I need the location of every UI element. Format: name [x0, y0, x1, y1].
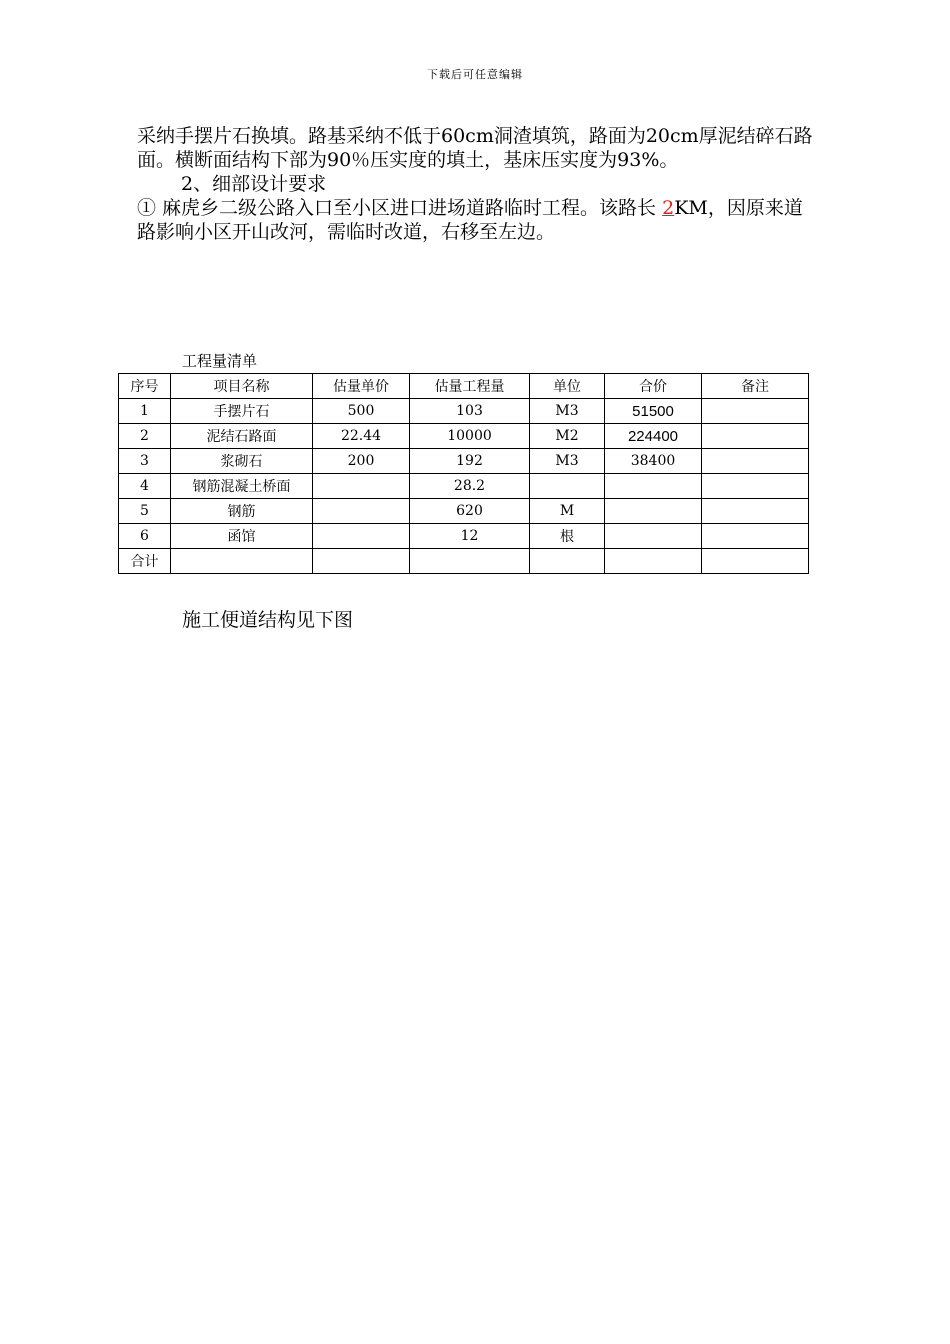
header-cell: 估量单价 — [313, 374, 410, 399]
table-cell: 2 — [119, 424, 171, 449]
table-cell — [702, 474, 809, 499]
table-cell: 3 — [119, 449, 171, 474]
table-cell — [702, 524, 809, 549]
table-cell: M — [530, 499, 605, 524]
table-cell: 28.2 — [410, 474, 530, 499]
table-cell: 合计 — [119, 549, 171, 574]
table-cell: 224400 — [605, 424, 702, 449]
page-header-note: 下载后可任意编辑 — [427, 68, 523, 81]
table-cell — [530, 549, 605, 574]
table-cell: 函馆 — [171, 524, 313, 549]
header-cell: 备注 — [702, 374, 809, 399]
body-text — [137, 124, 817, 244]
table-cell — [702, 424, 809, 449]
section-heading-detail-design: 2、细部设计要求 — [181, 173, 327, 195]
header-cell: 单位 — [530, 374, 605, 399]
table-cell: 38400 — [605, 449, 702, 474]
table-cell: 10000 — [410, 424, 530, 449]
table-cell: 1 — [119, 399, 171, 424]
table-cell — [313, 549, 410, 574]
table-cell: 22.44 — [313, 424, 410, 449]
table-cell: 手摆片石 — [171, 399, 313, 424]
header-cell: 估量工程量 — [410, 374, 530, 399]
header-cell: 序号 — [119, 374, 171, 399]
table-cell — [702, 449, 809, 474]
road-project-text-a: ① 麻虎乡二级公路入口至小区进口进场道路临时工程。该路长 — [137, 197, 663, 219]
table-cell: 51500 — [605, 399, 702, 424]
table-cell: 钢筋 — [171, 499, 313, 524]
figure-reference-caption: 施工便道结构见下图 — [182, 609, 354, 631]
table-cell: M3 — [530, 449, 605, 474]
table-cell: 6 — [119, 524, 171, 549]
table-cell — [605, 549, 702, 574]
road-length-value: 2 — [662, 197, 675, 219]
table-cell — [313, 524, 410, 549]
table-cell — [605, 499, 702, 524]
table-row — [119, 524, 809, 549]
table-row — [119, 399, 809, 424]
table-row — [119, 499, 809, 524]
quantity-table — [118, 373, 809, 574]
paragraph-road-project — [137, 196, 817, 244]
table-title: 工程量清单 — [182, 352, 258, 370]
table-cell: 103 — [410, 399, 530, 424]
table-cell: 浆砌石 — [171, 449, 313, 474]
table-cell — [605, 524, 702, 549]
table-cell: 根 — [530, 524, 605, 549]
table-cell — [313, 499, 410, 524]
table-cell — [702, 549, 809, 574]
table-cell: 620 — [410, 499, 530, 524]
table-cell: 泥结石路面 — [171, 424, 313, 449]
table-cell — [313, 474, 410, 499]
table-cell: 200 — [313, 449, 410, 474]
table-cell — [530, 474, 605, 499]
table-row — [119, 449, 809, 474]
paragraph-construction-spec: 采纳手摆片石换填。路基采纳不低于60cm洞渣填筑，路面为20cm厚泥结碎石路面。横断面结构下部为90％压实度的填土，基床压实度为93%。 — [137, 125, 813, 171]
table-cell — [171, 549, 313, 574]
header-cell: 项目名称 — [171, 374, 313, 399]
table-row — [119, 424, 809, 449]
table-cell: 钢筋混凝土桥面 — [171, 474, 313, 499]
table-cell: 500 — [313, 399, 410, 424]
table-cell — [702, 499, 809, 524]
table-cell: 12 — [410, 524, 530, 549]
table-cell: 5 — [119, 499, 171, 524]
table-cell — [410, 549, 530, 574]
table-cell — [702, 399, 809, 424]
road-project-text-b: KM，因原来道路影响小区开山改河，需临时改道，右移至左边。 — [137, 197, 803, 243]
table-header-row — [119, 374, 809, 399]
table-cell: 4 — [119, 474, 171, 499]
table-cell — [605, 474, 702, 499]
table-cell: 192 — [410, 449, 530, 474]
table-cell: M2 — [530, 424, 605, 449]
table-cell: M3 — [530, 399, 605, 424]
header-cell: 合价 — [605, 374, 702, 399]
table-total-row — [119, 549, 809, 574]
table-row — [119, 474, 809, 499]
